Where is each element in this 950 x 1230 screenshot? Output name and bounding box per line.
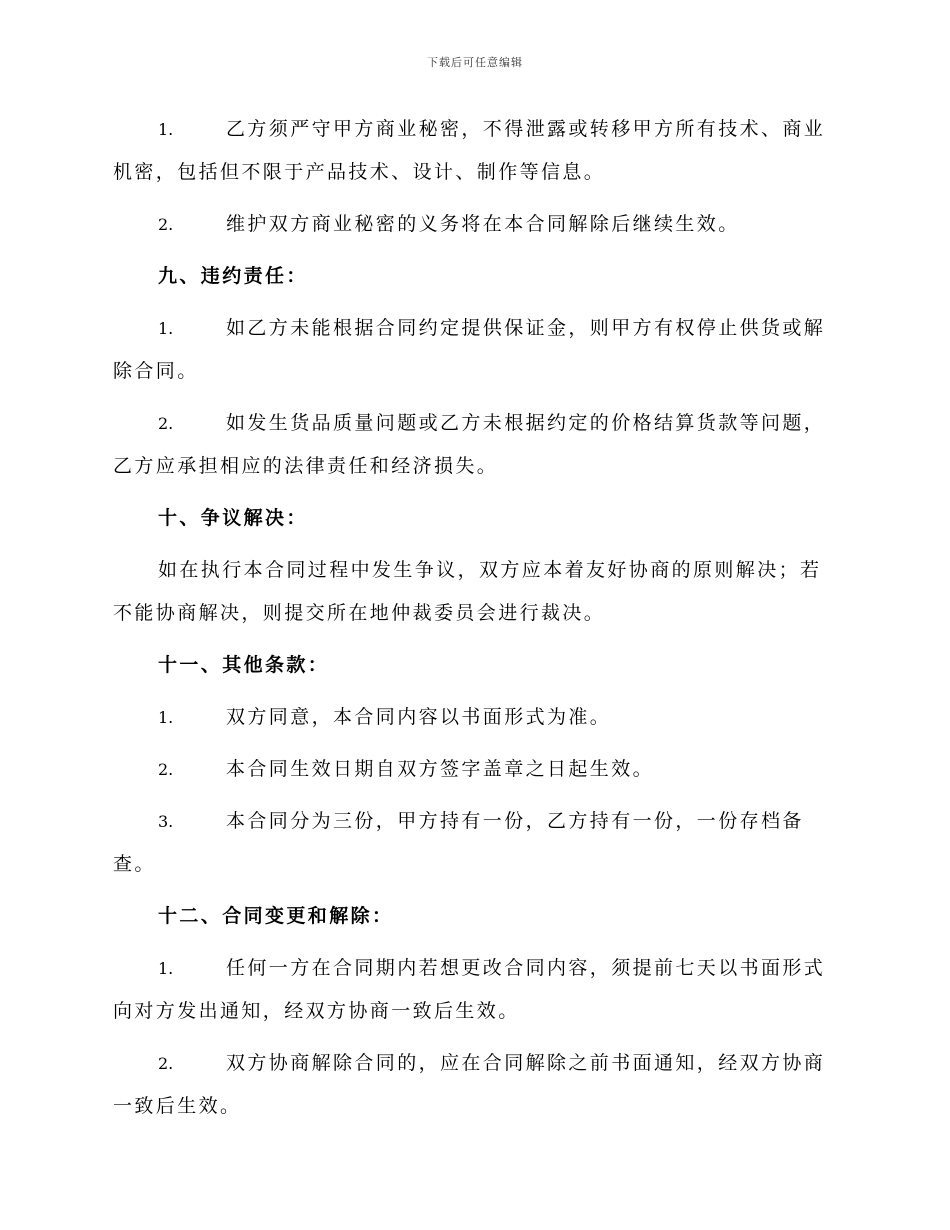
section-heading: 十二、合同变更和解除： [158,905,394,927]
clause-item [113,800,833,886]
clause-text-continued: 机密，包括但不限于产品技术、设计、制作等信息。 [113,161,606,183]
clause-text: 双方协商解除合同的，应在合同解除之前书面通知，经双方协商 [226,1052,826,1074]
clause-item [113,748,833,791]
clause-text-continued: 除合同。 [113,360,199,382]
clause-text-continued: 乙方应承担相应的法律责任和经济损失。 [113,455,499,477]
paragraph [113,549,833,635]
clause-item [113,947,833,1033]
clause-text-continued: 查。 [113,853,156,875]
page-header: 下载后可任意编辑 [427,56,523,69]
clause-number: 1. [158,319,174,338]
clause-number: 2. [158,760,174,779]
clause-item [113,402,833,488]
section-heading: 十一、其他条款： [158,654,330,676]
clause-number: 3. [158,812,174,831]
clause-text-continued: 向对方发出通知，经双方协商一致后生效。 [113,1000,520,1022]
clause-number: 2. [158,215,174,234]
clause-text: 乙方须严守甲方商业秘密，不得泄露或转移甲方所有技术、商业 [226,118,826,140]
paragraph-text: 如在执行本合同过程中发生争议，双方应本着友好协商的原则解决；若 [158,559,822,581]
clause-text: 如发生货品质量问题或乙方未根据约定的价格结算货款等问题， [226,412,826,434]
clause-item [113,203,833,246]
clause-text: 如乙方未能根据合同约定提供保证金，则甲方有权停止供货或解 [226,317,826,339]
document-body [113,108,833,1137]
clause-number: 1. [158,708,174,727]
clause-text: 本合同分为三份，甲方持有一份，乙方持有一份，一份存档备 [226,810,804,832]
clause-text: 双方同意，本合同内容以书面形式为准。 [226,706,612,728]
clause-number: 2. [158,414,174,433]
clause-number: 1. [158,959,174,978]
clause-text: 本合同生效日期自双方签字盖章之日起生效。 [226,758,655,780]
section-heading: 九、违约责任： [158,265,308,287]
clause-item [113,696,833,739]
clause-text: 维护双方商业秘密的义务将在本合同解除后继续生效。 [226,213,740,235]
clause-text: 任何一方在合同期内若想更改合同内容，须提前七天以书面形式 [226,957,826,979]
clause-number: 1. [158,120,174,139]
paragraph-text-continued: 不能协商解决，则提交所在地仲裁委员会进行裁决。 [113,602,606,624]
clause-text-continued: 一致后生效。 [113,1095,242,1117]
clause-number: 2. [158,1054,174,1073]
clause-item [113,1042,833,1128]
clause-item [113,307,833,393]
clause-item [113,108,833,194]
section-heading: 十、争议解决： [158,507,308,529]
